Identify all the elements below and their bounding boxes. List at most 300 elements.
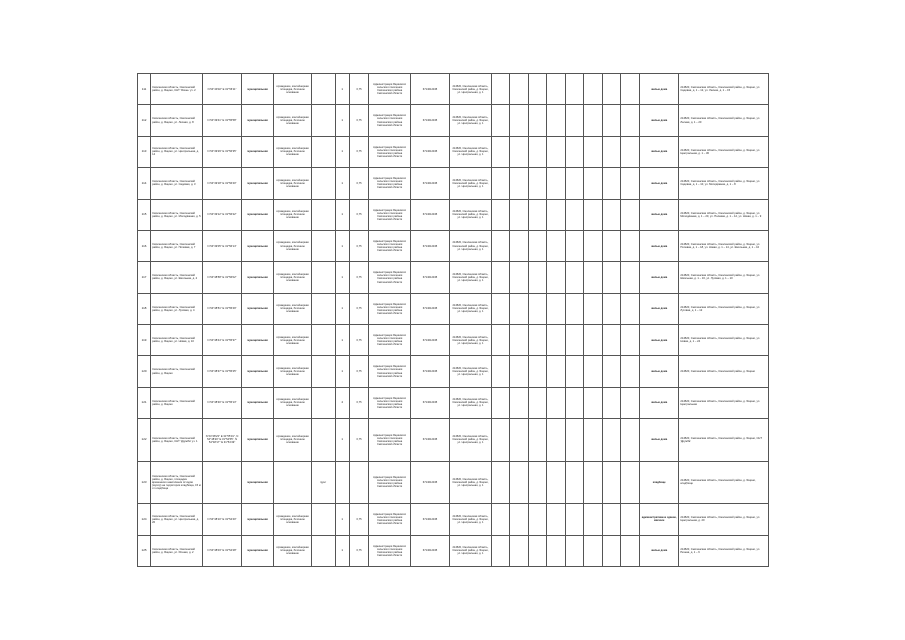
cell-mode: Администрация Ящинского сельского поселения Смоленского района Смоленской области bbox=[369, 74, 410, 105]
cell-coord: N 54°49'12'' E 31°56'22'' bbox=[203, 199, 241, 230]
cell-inn: 6714012345 bbox=[410, 136, 449, 167]
cell-owner: муниципальная bbox=[241, 356, 274, 387]
cell-s4 bbox=[547, 105, 566, 136]
cell-desc: 214520, Смоленская область, Смоленский район, д. Ящино, ул. Садовая, д. 1 – 12, ул. Лесная, д. 1 – 15 bbox=[679, 74, 769, 105]
cell-s6 bbox=[584, 293, 603, 324]
cell-owner: муниципальная bbox=[241, 230, 274, 261]
cell-src: жилые дома bbox=[640, 325, 679, 356]
cell-desc: 214520, Смоленская область, Смоленский район, д. Ящино, ул. Центральная bbox=[679, 387, 769, 418]
cell-s7 bbox=[602, 74, 621, 105]
cell-s2 bbox=[510, 293, 529, 324]
cell-inn: 6714012345 bbox=[410, 535, 449, 566]
cell-s8 bbox=[621, 419, 640, 462]
cell-coord: N 54°48'23'' E 31°55'01'', N 54°48'20'' E 31°54'55'', N 54°48'17'' E 31°54'49'' bbox=[203, 419, 241, 462]
cell-addr: Смоленская область, Смоленский район, д. Ящино, ул. Молодёжная, д. 5 bbox=[151, 199, 203, 230]
cell-q: 1 bbox=[335, 105, 349, 136]
cell-vol: 0,75 bbox=[349, 387, 369, 418]
cell-desc: 214520, Смоленская область, Смоленский район, д. Ящино, ул. Школьная, д. 1 – 16, ул. Луговая, д. 1 – 10 bbox=[679, 262, 769, 293]
cell-s1 bbox=[491, 136, 510, 167]
table-row bbox=[138, 74, 769, 105]
cell-coord: N 54°48'30'' E 31°55'13'' bbox=[203, 387, 241, 418]
cell-s5 bbox=[565, 105, 584, 136]
cell-coord bbox=[203, 461, 241, 504]
cell-type: ограждение, контейнерная площадка, бетонное основание bbox=[274, 504, 311, 535]
cell-s7 bbox=[602, 419, 621, 462]
table-row bbox=[138, 535, 769, 566]
cell-mode: Администрация Ящинского сельского поселения Смоленского района Смоленской области bbox=[369, 168, 410, 199]
cell-s8 bbox=[621, 74, 640, 105]
cell-addr: Смоленская область, Смоленский район, д. Ящино, ул. Садовая, д. 3 bbox=[151, 168, 203, 199]
cell-s4 bbox=[547, 461, 566, 504]
cell-vol bbox=[349, 461, 369, 504]
cell-s4 bbox=[547, 262, 566, 293]
cell-type: ограждение, контейнерная площадка, бетонное основание bbox=[274, 535, 311, 566]
cell-s8 bbox=[621, 356, 640, 387]
cell-s8 bbox=[621, 105, 640, 136]
cell-org: 214520, Смоленская область, Смоленский район, д. Ящино, ул. Центральная, д. 1 bbox=[450, 504, 491, 535]
cell-coord: N 54°49'18'' E 31°56'40'' bbox=[203, 168, 241, 199]
cell-mode: Администрация Ящинского сельского поселения Смоленского района Смоленской области bbox=[369, 419, 410, 462]
cell-s8 bbox=[621, 504, 640, 535]
cell-s2 bbox=[510, 74, 529, 105]
registry-table bbox=[137, 73, 769, 567]
cell-type: ограждение, контейнерная площадка, бетонное основание bbox=[274, 74, 311, 105]
cell-n: 117 bbox=[138, 262, 151, 293]
cell-s2 bbox=[510, 230, 529, 261]
table-row bbox=[138, 356, 769, 387]
cell-s8 bbox=[621, 535, 640, 566]
cell-s6 bbox=[584, 168, 603, 199]
cell-s5 bbox=[565, 461, 584, 504]
cell-addr: Смоленская область, Смоленский район, д. Ящино, ул. Центральная, д. 20 bbox=[151, 504, 203, 535]
cell-cnt bbox=[311, 325, 335, 356]
cell-s5 bbox=[565, 74, 584, 105]
cell-type: ограждение, контейнерная площадка, бетонное основание bbox=[274, 136, 311, 167]
cell-s8 bbox=[621, 325, 640, 356]
cell-s6 bbox=[584, 504, 603, 535]
cell-s8 bbox=[621, 293, 640, 324]
cell-inn: 6714012345 bbox=[410, 293, 449, 324]
cell-s3 bbox=[528, 199, 547, 230]
cell-s7 bbox=[602, 262, 621, 293]
cell-inn: 6714012345 bbox=[410, 325, 449, 356]
cell-inn: 6714012345 bbox=[410, 504, 449, 535]
cell-q: 1 bbox=[335, 356, 349, 387]
cell-addr: Смоленская область, Смоленский район, д. Ящино, ул. Луговая, д. 4 bbox=[151, 293, 203, 324]
table-row bbox=[138, 325, 769, 356]
table-row bbox=[138, 136, 769, 167]
cell-org: 214520, Смоленская область, Смоленский район, д. Ящино, ул. Центральная, д. 1 bbox=[450, 74, 491, 105]
cell-s5 bbox=[565, 387, 584, 418]
cell-inn: 6714012345 bbox=[410, 105, 449, 136]
cell-s4 bbox=[547, 419, 566, 462]
cell-cnt bbox=[311, 419, 335, 462]
cell-s3 bbox=[528, 168, 547, 199]
cell-s1 bbox=[491, 325, 510, 356]
cell-s7 bbox=[602, 136, 621, 167]
cell-mode: Администрация Ящинского сельского поселения Смоленского района Смоленской области bbox=[369, 105, 410, 136]
cell-s6 bbox=[584, 325, 603, 356]
table-row bbox=[138, 293, 769, 324]
cell-org: 214520, Смоленская область, Смоленский район, д. Ящино, ул. Центральная, д. 1 bbox=[450, 136, 491, 167]
cell-vol: 0,75 bbox=[349, 535, 369, 566]
cell-s5 bbox=[565, 325, 584, 356]
cell-n: 119 bbox=[138, 325, 151, 356]
table-row bbox=[138, 387, 769, 418]
cell-s1 bbox=[491, 199, 510, 230]
cell-s6 bbox=[584, 535, 603, 566]
cell-s1 bbox=[491, 504, 510, 535]
cell-s1 bbox=[491, 74, 510, 105]
cell-s1 bbox=[491, 387, 510, 418]
cell-s2 bbox=[510, 136, 529, 167]
cell-src: жилые дома bbox=[640, 535, 679, 566]
cell-s6 bbox=[584, 74, 603, 105]
cell-s7 bbox=[602, 230, 621, 261]
table-row bbox=[138, 199, 769, 230]
cell-inn: 6714012345 bbox=[410, 168, 449, 199]
cell-type: ограждение, контейнерная площадка, бетонное основание bbox=[274, 387, 311, 418]
cell-addr: Смоленская область, Смоленский район, д. Ящино, ул. Речная, д. 2 bbox=[151, 535, 203, 566]
cell-vol: 0,75 bbox=[349, 105, 369, 136]
cell-coord: N 54°49'41'' E 31°55'58'' bbox=[203, 105, 241, 136]
cell-cnt bbox=[311, 293, 335, 324]
cell-coord: N 54°48'03'' E 31°54'28'' bbox=[203, 535, 241, 566]
cell-vol: 0,75 bbox=[349, 356, 369, 387]
cell-mode: Администрация Ящинского сельского поселения Смоленского района Смоленской области bbox=[369, 387, 410, 418]
table-row bbox=[138, 504, 769, 535]
cell-inn: 6714012345 bbox=[410, 74, 449, 105]
cell-owner: муниципальная bbox=[241, 325, 274, 356]
cell-desc: 214520, Смоленская область, Смоленский район, д. Ящино, ул. Центральная, д. 1 – 30 bbox=[679, 136, 769, 167]
cell-q bbox=[335, 461, 349, 504]
cell-vol: 0,75 bbox=[349, 74, 369, 105]
cell-cnt bbox=[311, 356, 335, 387]
cell-org: 214520, Смоленская область, Смоленский район, д. Ящино, ул. Центральная, д. 1 bbox=[450, 461, 491, 504]
cell-type: ограждение, контейнерная площадка, бетонное основание bbox=[274, 262, 311, 293]
cell-addr: Смоленская область, Смоленский район, д. Ящино, ул. Школьная, д. 2 bbox=[151, 262, 203, 293]
cell-inn: 6714012345 bbox=[410, 419, 449, 462]
cell-n: 113 bbox=[138, 136, 151, 167]
table-row bbox=[138, 230, 769, 261]
cell-s8 bbox=[621, 168, 640, 199]
cell-s1 bbox=[491, 262, 510, 293]
cell-vol: 0,75 bbox=[349, 293, 369, 324]
cell-s4 bbox=[547, 504, 566, 535]
cell-mode: Администрация Ящинского сельского поселения Смоленского района Смоленской области bbox=[369, 230, 410, 261]
cell-org: 214520, Смоленская область, Смоленский район, д. Ящино, ул. Центральная, д. 1 bbox=[450, 199, 491, 230]
cell-s7 bbox=[602, 356, 621, 387]
cell-coord: N 54°48'10'' E 31°54'40'' bbox=[203, 504, 241, 535]
cell-s3 bbox=[528, 105, 547, 136]
cell-org: 214520, Смоленская область, Смоленский район, д. Ящино, ул. Центральная, д. 1 bbox=[450, 356, 491, 387]
cell-s5 bbox=[565, 419, 584, 462]
cell-vol: 0,75 bbox=[349, 262, 369, 293]
cell-type: ограждение, контейнерная площадка, бетонное основание bbox=[274, 356, 311, 387]
cell-coord: N 54°49'32'' E 31°56'11'' bbox=[203, 74, 241, 105]
cell-n: 121 bbox=[138, 387, 151, 418]
cell-desc: 214520, Смоленская область, Смоленский район, д. Ящино bbox=[679, 356, 769, 387]
cell-s2 bbox=[510, 168, 529, 199]
cell-inn: 6714012345 bbox=[410, 262, 449, 293]
cell-owner: муниципальная bbox=[241, 461, 274, 504]
cell-n: 124 bbox=[138, 504, 151, 535]
cell-addr: Смоленская область, Смоленский район, д. Ящино, СНТ 'Ясень' уч. 2 bbox=[151, 74, 203, 105]
cell-type: ограждение, контейнерная площадка, бетонное основание bbox=[274, 325, 311, 356]
cell-cnt bbox=[311, 262, 335, 293]
cell-org: 214520, Смоленская область, Смоленский район, д. Ящино, ул. Центральная, д. 1 bbox=[450, 293, 491, 324]
cell-s8 bbox=[621, 230, 640, 261]
cell-s4 bbox=[547, 230, 566, 261]
cell-type: ограждение, контейнерная площадка, бетонное основание bbox=[274, 105, 311, 136]
cell-vol: 0,75 bbox=[349, 325, 369, 356]
cell-type: ограждение, контейнерная площадка, бетонное основание bbox=[274, 293, 311, 324]
cell-coord: N 54°48'51'' E 31°55'49'' bbox=[203, 293, 241, 324]
cell-vol: 0,75 bbox=[349, 168, 369, 199]
cell-s2 bbox=[510, 419, 529, 462]
cell-inn: 6714012345 bbox=[410, 387, 449, 418]
cell-mode: Администрация Ящинского сельского поселения Смоленского района Смоленской области bbox=[369, 293, 410, 324]
cell-cnt: грунт bbox=[311, 461, 335, 504]
cell-s3 bbox=[528, 230, 547, 261]
cell-s6 bbox=[584, 262, 603, 293]
cell-s3 bbox=[528, 136, 547, 167]
cell-cnt bbox=[311, 105, 335, 136]
cell-s2 bbox=[510, 356, 529, 387]
cell-src: жилые дома bbox=[640, 199, 679, 230]
cell-desc: 214520, Смоленская область, Смоленский район, д. Ящино, СНТ 'Дружба' bbox=[679, 419, 769, 462]
cell-type: ограждение, контейнерная площадка, бетонное основание bbox=[274, 230, 311, 261]
cell-mode: Администрация Ящинского сельского поселения Смоленского района Смоленской области bbox=[369, 504, 410, 535]
cell-inn: 6714012345 bbox=[410, 356, 449, 387]
cell-cnt bbox=[311, 387, 335, 418]
cell-s4 bbox=[547, 168, 566, 199]
cell-q: 1 bbox=[335, 199, 349, 230]
cell-desc: 214520, Смоленская область, Смоленский район, д. Ящино, ул. Речная, д. 1 – 6 bbox=[679, 535, 769, 566]
cell-src: жилые дома bbox=[640, 356, 679, 387]
cell-n: 112 bbox=[138, 105, 151, 136]
cell-owner: муниципальная bbox=[241, 168, 274, 199]
cell-s6 bbox=[584, 136, 603, 167]
cell-inn: 6714012345 bbox=[410, 199, 449, 230]
cell-s4 bbox=[547, 136, 566, 167]
cell-s4 bbox=[547, 535, 566, 566]
cell-owner: муниципальная bbox=[241, 105, 274, 136]
cell-coord: N 54°48'44'' E 31°55'37'' bbox=[203, 325, 241, 356]
cell-s3 bbox=[528, 293, 547, 324]
cell-desc: 214520, Смоленская область, Смоленский район, д. Ящино, ул. Садовая, д. 1 – 10, ул. Молодёжная, д. 1 – 8 bbox=[679, 168, 769, 199]
cell-s2 bbox=[510, 325, 529, 356]
cell-addr: Смоленская область, Смоленский район, д. Ящино, ул. Центральная, д. 14 bbox=[151, 136, 203, 167]
cell-addr: Смоленская область, Смоленский район, д. Ящино bbox=[151, 387, 203, 418]
cell-s1 bbox=[491, 230, 510, 261]
cell-cnt bbox=[311, 199, 335, 230]
cell-mode: Администрация Ящинского сельского поселения Смоленского района Смоленской области bbox=[369, 199, 410, 230]
cell-q: 1 bbox=[335, 293, 349, 324]
cell-s8 bbox=[621, 136, 640, 167]
cell-src: жилые дома bbox=[640, 136, 679, 167]
cell-s3 bbox=[528, 74, 547, 105]
cell-s5 bbox=[565, 535, 584, 566]
table-row bbox=[138, 105, 769, 136]
cell-addr: Смоленская область, Смоленский район, д. Ящино, ул. Полевая, д. 7 bbox=[151, 230, 203, 261]
cell-n: 118 bbox=[138, 293, 151, 324]
cell-src: жилые дома bbox=[640, 168, 679, 199]
cell-org: 214520, Смоленская область, Смоленский район, д. Ящино, ул. Центральная, д. 1 bbox=[450, 230, 491, 261]
cell-s4 bbox=[547, 199, 566, 230]
cell-org: 214520, Смоленская область, Смоленский район, д. Ящино, ул. Центральная, д. 1 bbox=[450, 168, 491, 199]
cell-s3 bbox=[528, 535, 547, 566]
cell-q: 1 bbox=[335, 262, 349, 293]
cell-s2 bbox=[510, 199, 529, 230]
cell-q: 1 bbox=[335, 419, 349, 462]
cell-s7 bbox=[602, 387, 621, 418]
cell-mode: Администрация Ящинского сельского поселения Смоленского района Смоленской области bbox=[369, 535, 410, 566]
cell-src: административное здание, магазин bbox=[640, 504, 679, 535]
cell-s6 bbox=[584, 230, 603, 261]
cell-org: 214520, Смоленская область, Смоленский район, д. Ящино, ул. Центральная, д. 1 bbox=[450, 387, 491, 418]
cell-s7 bbox=[602, 504, 621, 535]
table-row bbox=[138, 419, 769, 462]
cell-owner: муниципальная bbox=[241, 535, 274, 566]
cell-s3 bbox=[528, 325, 547, 356]
cell-s6 bbox=[584, 356, 603, 387]
cell-inn: 6714012345 bbox=[410, 461, 449, 504]
cell-q: 1 bbox=[335, 230, 349, 261]
cell-s6 bbox=[584, 387, 603, 418]
cell-cnt bbox=[311, 535, 335, 566]
cell-s6 bbox=[584, 461, 603, 504]
cell-owner: муниципальная bbox=[241, 387, 274, 418]
cell-s7 bbox=[602, 535, 621, 566]
cell-cnt bbox=[311, 168, 335, 199]
cell-org: 214520, Смоленская область, Смоленский район, д. Ящино, ул. Центральная, д. 1 bbox=[450, 325, 491, 356]
cell-s1 bbox=[491, 293, 510, 324]
cell-s5 bbox=[565, 199, 584, 230]
cell-s7 bbox=[602, 199, 621, 230]
cell-s8 bbox=[621, 461, 640, 504]
cell-type: ограждение, контейнерная площадка, бетонное основание bbox=[274, 419, 311, 462]
cell-s3 bbox=[528, 356, 547, 387]
cell-s4 bbox=[547, 325, 566, 356]
cell-owner: муниципальная bbox=[241, 419, 274, 462]
cell-desc: 214520, Смоленская область, Смоленский район, д. Ящино, ул. Луговая, д. 1 – 12 bbox=[679, 293, 769, 324]
cell-s4 bbox=[547, 74, 566, 105]
cell-s1 bbox=[491, 356, 510, 387]
cell-s7 bbox=[602, 461, 621, 504]
cell-src: кладбище bbox=[640, 461, 679, 504]
cell-s2 bbox=[510, 504, 529, 535]
cell-s1 bbox=[491, 168, 510, 199]
cell-s3 bbox=[528, 461, 547, 504]
cell-s8 bbox=[621, 262, 640, 293]
cell-s5 bbox=[565, 168, 584, 199]
cell-addr: Смоленская область, Смоленский район, д. Ящино, площадка временного накопления отходов (мусор) на территории кладбища, 15 м от кладбища bbox=[151, 461, 203, 504]
cell-desc: 214520, Смоленская область, Смоленский район, д. Ящино, ул. Полевая, д. 1 – 18, ул. Новая, д. 1 – 14, ул. Школьная, д. 1 – 10 bbox=[679, 230, 769, 261]
cell-s6 bbox=[584, 105, 603, 136]
cell-s5 bbox=[565, 136, 584, 167]
cell-s1 bbox=[491, 105, 510, 136]
cell-q: 1 bbox=[335, 504, 349, 535]
cell-s3 bbox=[528, 419, 547, 462]
cell-cnt bbox=[311, 504, 335, 535]
cell-s5 bbox=[565, 356, 584, 387]
cell-vol: 0,75 bbox=[349, 230, 369, 261]
cell-coord: N 54°48'58'' E 31°56'02'' bbox=[203, 262, 241, 293]
cell-coord: N 54°49'05'' E 31°56'14'' bbox=[203, 230, 241, 261]
cell-owner: муниципальная bbox=[241, 504, 274, 535]
cell-s2 bbox=[510, 535, 529, 566]
cell-n: 115 bbox=[138, 199, 151, 230]
cell-s5 bbox=[565, 293, 584, 324]
table-row bbox=[138, 262, 769, 293]
cell-q: 1 bbox=[335, 168, 349, 199]
cell-mode: Администрация Ящинского сельского поселения Смоленского района Смоленской области bbox=[369, 136, 410, 167]
cell-q: 1 bbox=[335, 535, 349, 566]
cell-addr: Смоленская область, Смоленский район, д. Ящино, ул. Лесная, д. 8 bbox=[151, 105, 203, 136]
cell-s5 bbox=[565, 230, 584, 261]
cell-s5 bbox=[565, 262, 584, 293]
cell-org: 214520, Смоленская область, Смоленский район, д. Ящино, ул. Центральная, д. 1 bbox=[450, 262, 491, 293]
cell-s3 bbox=[528, 387, 547, 418]
cell-addr: Смоленская область, Смоленский район, д. Ящино, ул. Новая, д. 10 bbox=[151, 325, 203, 356]
cell-s3 bbox=[528, 504, 547, 535]
cell-s7 bbox=[602, 325, 621, 356]
cell-coord: N 54°48'37'' E 31°55'25'' bbox=[203, 356, 241, 387]
cell-s2 bbox=[510, 461, 529, 504]
cell-owner: муниципальная bbox=[241, 136, 274, 167]
cell-owner: муниципальная bbox=[241, 74, 274, 105]
cell-s4 bbox=[547, 387, 566, 418]
cell-addr: Смоленская область, Смоленский район, д. Ящино bbox=[151, 356, 203, 387]
cell-owner: муниципальная bbox=[241, 199, 274, 230]
cell-s2 bbox=[510, 387, 529, 418]
cell-n: 116 bbox=[138, 230, 151, 261]
cell-s1 bbox=[491, 535, 510, 566]
cell-org: 214520, Смоленская область, Смоленский район, д. Ящино, ул. Центральная, д. 1 bbox=[450, 535, 491, 566]
cell-cnt bbox=[311, 74, 335, 105]
cell-s6 bbox=[584, 419, 603, 462]
cell-s5 bbox=[565, 504, 584, 535]
cell-type: ограждение, контейнерная площадка, бетонное основание bbox=[274, 199, 311, 230]
cell-src: жилые дома bbox=[640, 419, 679, 462]
cell-coord: N 54°49'29'' E 31°56'35'' bbox=[203, 136, 241, 167]
cell-n: 125 bbox=[138, 535, 151, 566]
cell-s4 bbox=[547, 356, 566, 387]
cell-mode: Администрация Ящинского сельского поселения Смоленского района Смоленской области bbox=[369, 461, 410, 504]
cell-s8 bbox=[621, 387, 640, 418]
cell-mode: Администрация Ящинского сельского поселения Смоленского района Смоленской области bbox=[369, 356, 410, 387]
cell-n: 122 bbox=[138, 419, 151, 462]
cell-q: 1 bbox=[335, 74, 349, 105]
cell-vol: 0,75 bbox=[349, 136, 369, 167]
cell-n: 111 bbox=[138, 74, 151, 105]
cell-s1 bbox=[491, 461, 510, 504]
cell-desc: 214520, Смоленская область, Смоленский район, д. Ящино, ул. Молодёжная, д. 1 – 20, ул. Полевая, д. 1 – 12, ул. Новая, д. 1 – 9 bbox=[679, 199, 769, 230]
cell-org: 214520, Смоленская область, Смоленский район, д. Ящино, ул. Центральная, д. 1 bbox=[450, 419, 491, 462]
cell-src: жилые дома bbox=[640, 105, 679, 136]
cell-s7 bbox=[602, 105, 621, 136]
cell-s4 bbox=[547, 293, 566, 324]
cell-s7 bbox=[602, 168, 621, 199]
cell-n: 123 bbox=[138, 461, 151, 504]
cell-mode: Администрация Ящинского сельского поселения Смоленского района Смоленской области bbox=[369, 325, 410, 356]
cell-org: 214520, Смоленская область, Смоленский район, д. Ящино, ул. Центральная, д. 1 bbox=[450, 105, 491, 136]
table-row bbox=[138, 461, 769, 504]
cell-type: ограждение, контейнерная площадка, бетонное основание bbox=[274, 168, 311, 199]
cell-s2 bbox=[510, 262, 529, 293]
cell-mode: Администрация Ящинского сельского поселения Смоленского района Смоленской области bbox=[369, 262, 410, 293]
